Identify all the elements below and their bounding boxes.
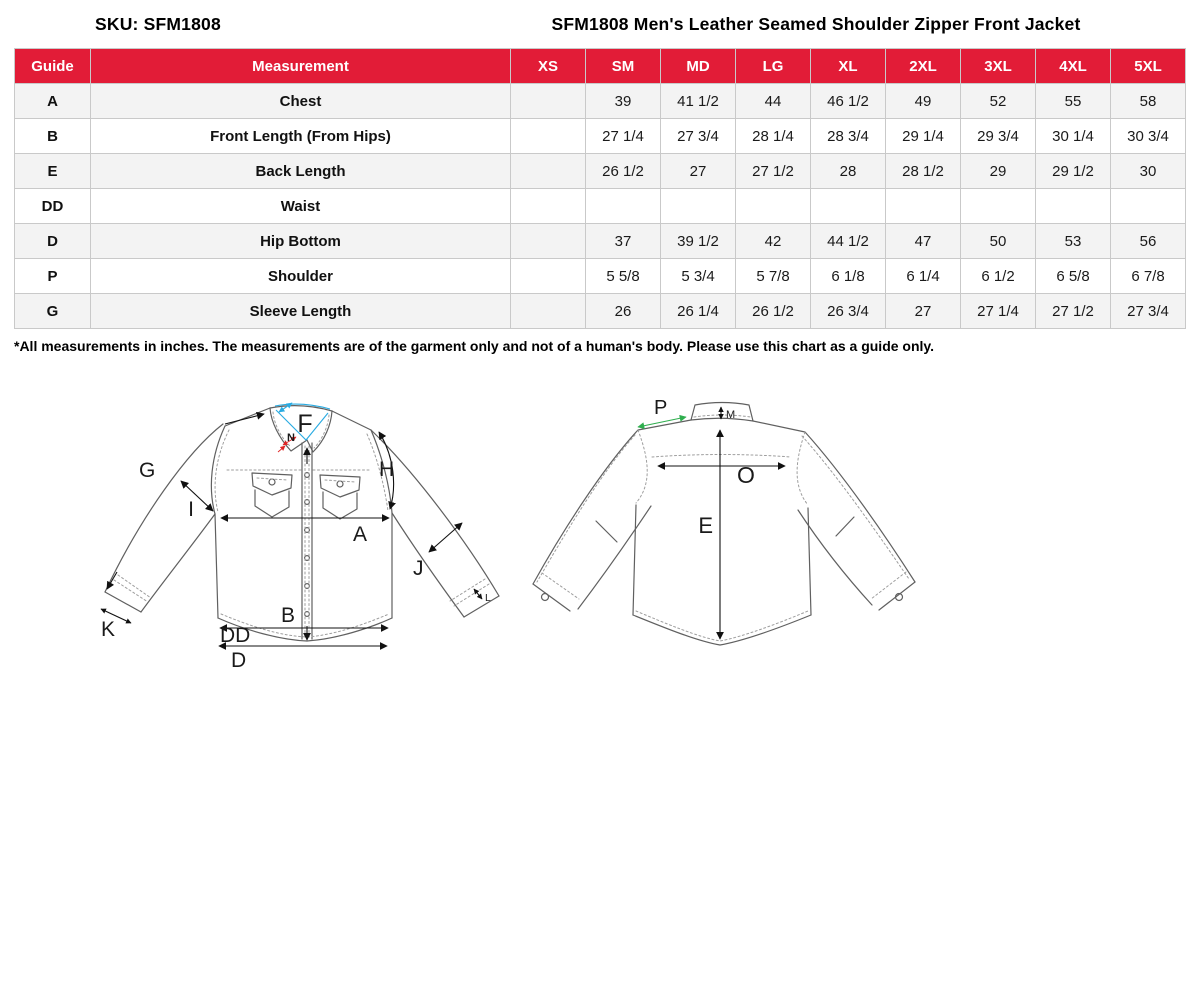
table-row — [15, 259, 1186, 294]
sku-label: SKU: SFM1808 — [95, 14, 221, 34]
size-value-cell: 29 1/4 — [886, 119, 961, 154]
back-jacket-stitching — [537, 415, 909, 641]
size-value-cell: 6 7/8 — [1111, 259, 1186, 294]
size-value-cell — [511, 84, 586, 119]
measurement-cell: Hip Bottom — [91, 224, 511, 259]
size-value-cell: 41 1/2 — [661, 84, 736, 119]
size-value-cell: 42 — [736, 224, 811, 259]
size-value-cell — [586, 189, 661, 224]
measurement-cell: Sleeve Length — [91, 294, 511, 329]
guide-cell: E — [15, 154, 91, 189]
column-header-measurement: Measurement — [91, 49, 511, 84]
size-value-cell: 52 — [961, 84, 1036, 119]
size-value-cell — [1111, 189, 1186, 224]
size-value-cell: 27 1/2 — [1036, 294, 1111, 329]
size-value-cell — [511, 224, 586, 259]
size-value-cell: 55 — [1036, 84, 1111, 119]
size-value-cell: 27 1/4 — [961, 294, 1036, 329]
size-value-cell — [511, 259, 586, 294]
size-value-cell: 28 — [811, 154, 886, 189]
size-value-cell: 27 1/2 — [736, 154, 811, 189]
header-row — [15, 49, 1186, 84]
front-label-h: H — [379, 458, 395, 481]
size-value-cell — [736, 189, 811, 224]
size-value-cell: 30 3/4 — [1111, 119, 1186, 154]
back-label-m: M — [726, 409, 736, 421]
front-label-g: G — [139, 459, 156, 482]
front-label-n: N — [287, 432, 295, 444]
guide-cell: D — [15, 224, 91, 259]
guide-cell: B — [15, 119, 91, 154]
size-value-cell — [886, 189, 961, 224]
size-value-cell: 26 — [586, 294, 661, 329]
size-value-cell: 29 1/2 — [1036, 154, 1111, 189]
back-jacket-diagram — [515, 390, 945, 680]
size-value-cell: 44 1/2 — [811, 224, 886, 259]
front-label-j: J — [413, 557, 424, 580]
column-header-3xl: 3XL — [961, 49, 1036, 84]
size-value-cell — [511, 189, 586, 224]
front-measure-labels — [101, 410, 491, 672]
front-label-f: F — [297, 410, 313, 438]
size-value-cell: 46 1/2 — [811, 84, 886, 119]
size-value-cell — [511, 154, 586, 189]
column-header-5xl: 5XL — [1111, 49, 1186, 84]
size-value-cell: 29 — [961, 154, 1036, 189]
measurements-footnote: *All measurements in inches. The measurements are of the garment only and not of a human's body. Please use this chart as a guide only. — [14, 338, 935, 354]
measurement-cell: Shoulder — [91, 259, 511, 294]
size-value-cell: 27 — [661, 154, 736, 189]
size-value-cell: 28 1/4 — [736, 119, 811, 154]
size-value-cell: 27 3/4 — [1111, 294, 1186, 329]
guide-cell: A — [15, 84, 91, 119]
front-label-dd: DD — [220, 624, 251, 647]
front-label-a: A — [353, 523, 368, 546]
guide-cell: P — [15, 259, 91, 294]
size-value-cell: 30 — [1111, 154, 1186, 189]
size-value-cell: 5 7/8 — [736, 259, 811, 294]
column-header-xl: XL — [811, 49, 886, 84]
column-header-sm: SM — [586, 49, 661, 84]
size-value-cell: 6 1/8 — [811, 259, 886, 294]
size-value-cell: 26 1/4 — [661, 294, 736, 329]
size-value-cell: 5 3/4 — [661, 259, 736, 294]
size-value-cell: 56 — [1111, 224, 1186, 259]
front-label-i: I — [188, 498, 194, 521]
guide-cell: G — [15, 294, 91, 329]
size-value-cell: 27 1/4 — [586, 119, 661, 154]
column-header-lg: LG — [736, 49, 811, 84]
size-value-cell: 49 — [886, 84, 961, 119]
size-value-cell: 6 5/8 — [1036, 259, 1111, 294]
size-value-cell: 6 1/4 — [886, 259, 961, 294]
measurement-cell: Chest — [91, 84, 511, 119]
size-value-cell: 44 — [736, 84, 811, 119]
back-label-o: O — [737, 462, 755, 488]
size-value-cell: 37 — [586, 224, 661, 259]
size-value-cell: 39 1/2 — [661, 224, 736, 259]
front-label-k: K — [101, 618, 116, 641]
size-value-cell: 5 5/8 — [586, 259, 661, 294]
size-value-cell: 27 3/4 — [661, 119, 736, 154]
table-row — [15, 119, 1186, 154]
back-jacket-outline — [533, 403, 915, 646]
table-row — [15, 294, 1186, 329]
size-value-cell: 39 — [586, 84, 661, 119]
size-value-cell: 47 — [886, 224, 961, 259]
size-value-cell — [511, 119, 586, 154]
table-row — [15, 224, 1186, 259]
front-label-b: B — [280, 604, 295, 627]
size-value-cell: 58 — [1111, 84, 1186, 119]
back-label-e: E — [698, 513, 713, 538]
size-value-cell: 6 1/2 — [961, 259, 1036, 294]
measurement-cell: Front Length (From Hips) — [91, 119, 511, 154]
table-row — [15, 154, 1186, 189]
size-value-cell — [961, 189, 1036, 224]
column-header-2xl: 2XL — [886, 49, 961, 84]
size-value-cell: 50 — [961, 224, 1036, 259]
column-header-xs: XS — [511, 49, 586, 84]
size-value-cell: 28 1/2 — [886, 154, 961, 189]
size-value-cell — [661, 189, 736, 224]
size-value-cell — [811, 189, 886, 224]
column-header-md: MD — [661, 49, 736, 84]
back-label-p: P — [654, 397, 668, 419]
size-chart-table — [14, 48, 1186, 329]
size-value-cell: 26 3/4 — [811, 294, 886, 329]
size-value-cell: 30 1/4 — [1036, 119, 1111, 154]
column-header-4xl: 4XL — [1036, 49, 1111, 84]
size-value-cell — [1036, 189, 1111, 224]
front-jacket-outline — [105, 406, 499, 641]
size-value-cell: 26 1/2 — [736, 294, 811, 329]
size-value-cell: 28 3/4 — [811, 119, 886, 154]
size-value-cell: 53 — [1036, 224, 1111, 259]
table-row — [15, 84, 1186, 119]
front-label-l: L — [485, 592, 491, 604]
size-value-cell: 27 — [886, 294, 961, 329]
size-value-cell: 26 1/2 — [586, 154, 661, 189]
table-row — [15, 189, 1186, 224]
guide-cell: DD — [15, 189, 91, 224]
front-jacket-diagram — [85, 390, 515, 680]
measurement-cell: Back Length — [91, 154, 511, 189]
size-value-cell — [511, 294, 586, 329]
column-header-guide: Guide — [15, 49, 91, 84]
page-title: SFM1808 Men's Leather Seamed Shoulder Zipper Front Jacket — [551, 14, 1081, 34]
front-label-d: D — [231, 649, 247, 672]
measurement-cell: Waist — [91, 189, 511, 224]
size-value-cell: 29 3/4 — [961, 119, 1036, 154]
